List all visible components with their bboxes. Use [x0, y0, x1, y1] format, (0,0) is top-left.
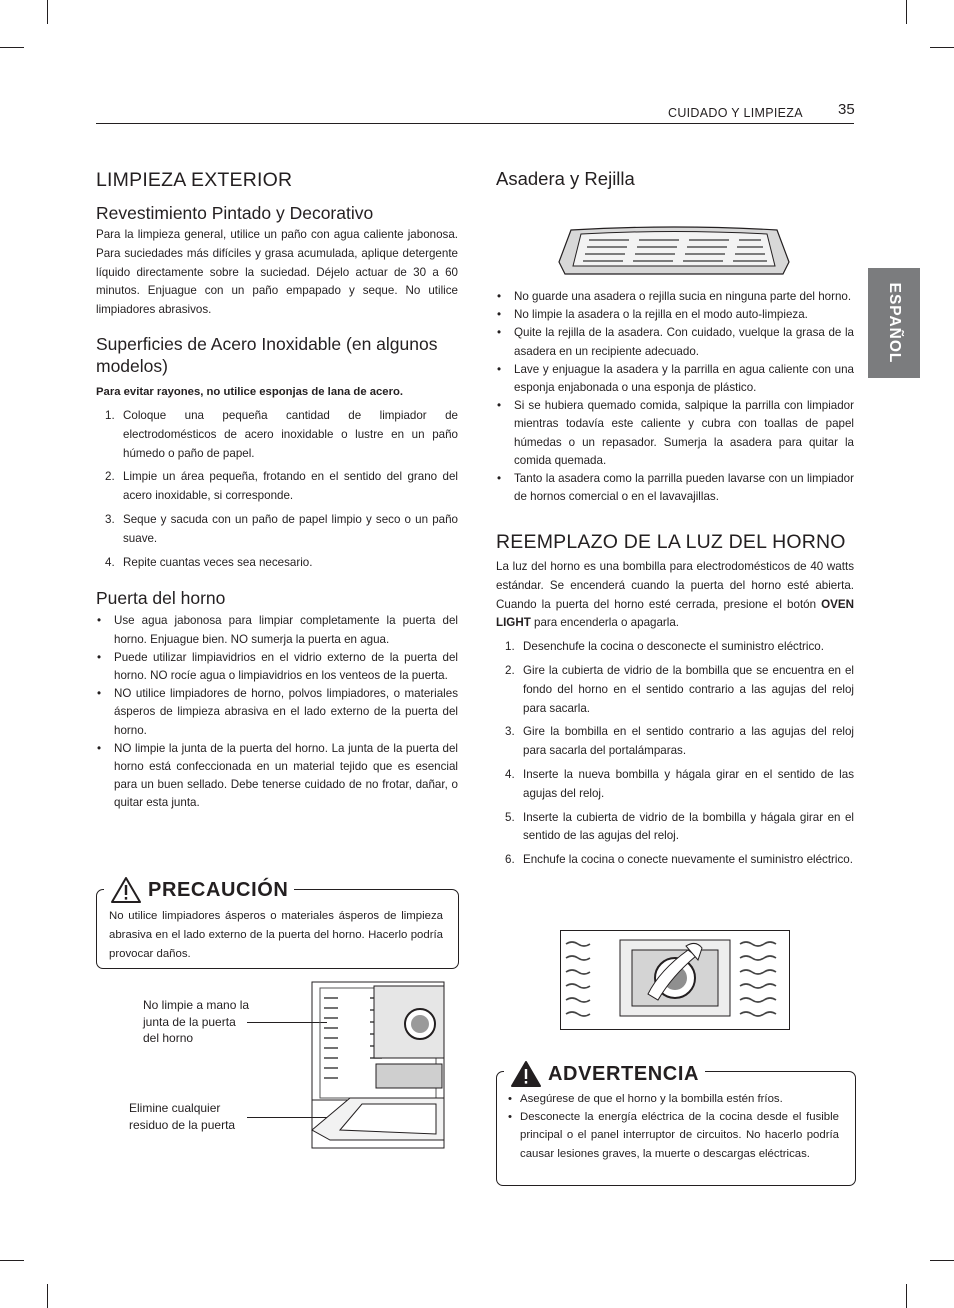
warning-bullets: [507, 1090, 839, 1163]
subsection-title-broiler: Asadera y Rejilla: [496, 168, 635, 189]
oven-light-illustration: [560, 930, 790, 1030]
list-item: 5. Inserte la cubierta de vidrio de la bombilla y hágala girar en el sentido de las agujas del reloj.: [505, 810, 854, 843]
list-item: 6. Enchufe la cocina o conecte nuevamente el suministro eléctrico.: [505, 853, 853, 867]
language-tab-label: ESPAÑOL: [886, 282, 903, 364]
page-number: 35: [838, 101, 855, 118]
caution-title: [104, 874, 294, 906]
oven-door-illustration: [310, 980, 446, 1152]
crop-mark: [0, 1260, 24, 1261]
list-item: 1. Coloque una pequeña cantidad de limpiador de electrodomésticos de acero inoxidable o lustre en un paño húmedo o paño de papel.: [105, 408, 458, 460]
broiler-bullets: [496, 288, 854, 506]
crop-mark: [47, 1284, 48, 1308]
list-item: 2. Limpie un área pequeña, frotando en el sentido del grano del acero inoxidable, si corresponde.: [105, 470, 458, 503]
running-header-section: CUIDADO Y LIMPIEZA: [668, 106, 803, 120]
crop-mark: [906, 0, 907, 24]
light-steps: [496, 638, 854, 870]
warning-title-label: ADVERTENCIA: [548, 1062, 700, 1085]
list-item: • Asegúrese de que el horno y la bombilla estén fríos.: [507, 1090, 839, 1108]
list-item: • Lave y enjuague la asadera y la parrilla en agua caliente con una esponja enjabonada o una esponja de plástico.: [496, 361, 854, 397]
light-intro: La luz del horno es una bombilla para electrodomésticos de 40 watts estándar. Se encenderá cuando la puerta del horno esté abierta. Cuando la puerta del horno esté cerrada, presione el botón OVEN LIGHT para encenderla o apagarla.: [496, 560, 854, 630]
list-item: 3. Seque y sacuda con un paño de papel limpio y seco o un paño suave.: [105, 512, 458, 545]
crop-mark: [930, 47, 954, 48]
list-item: • Desconecte la energía eléctrica de la cocina desde el fusible principal o el panel interruptor de circuitos. No hacerlo podría causar lesiones graves, la muerte o descargas eléctricas.: [507, 1108, 839, 1163]
list-item: • Puede utilizar limpiavidrios en el vidrio externo de la puerta del horno. NO rocíe agua o limpiavidrios en los venteos de la puerta.: [96, 649, 458, 685]
warning-triangle-icon: [510, 1060, 542, 1088]
crop-mark: [47, 0, 48, 24]
callout-door-residue: Elimine cualquier residuo de la puerta: [129, 1101, 236, 1132]
light-section: [496, 531, 854, 870]
list-item: 4. Inserte la nueva bombilla y hágala girar en el sentido de las agujas del reloj.: [505, 767, 854, 800]
door-bullets: [96, 612, 458, 812]
stainless-steps: [96, 407, 458, 572]
section-title-light: REEMPLAZO DE LA LUZ DEL HORNO: [496, 531, 846, 553]
list-item: • Quite la rejilla de la asadera. Con cuidado, vuelque la grasa de la asadera en un recipiente adecuado.: [496, 324, 854, 360]
list-item: 2. Gire la cubierta de vidrio de la bombilla que se encuentra en el fondo del horno en el sentido contrario a las agujas del reloj para sacarla.: [505, 663, 854, 715]
list-item: 4. Repite cuantas veces sea necesario.: [105, 555, 313, 569]
language-tab: [868, 268, 920, 378]
crop-mark: [0, 47, 24, 48]
subsection-title-painted: Revestimiento Pintado y Decorativo: [96, 203, 374, 223]
section-title-exterior: LIMPIEZA EXTERIOR: [96, 169, 293, 191]
subsection-title-stainless: Superficies de Acero Inoxidable (en algunos modelos): [96, 333, 438, 376]
painted-paragraph: Para la limpieza general, utilice un paño con agua caliente jabonosa. Para suciedades más difíciles y grasa acumulada, aplique detergente líquido directamente sobre la suciedad. Déjelo actuar de 30 a 60 minutos. Enjuague con un paño empapado y seque. No utilice limpiadores abrasivos.: [96, 228, 458, 317]
list-item: • NO limpie la junta de la puerta del horno. La junta de la puerta del horno está confeccionada en un material tejido que es esencial para un buen sellado. Debe tenerse cuidado de no frotar, dañar, o quitar esta junta.: [96, 740, 458, 813]
list-item: • No guarde una asadera o rejilla sucia en ninguna parte del horno.: [496, 288, 854, 306]
subsection-title-door: Puerta del horno: [96, 588, 226, 609]
warning-triangle-icon: [110, 876, 142, 904]
broiler-pan-illustration: [557, 222, 791, 278]
left-column: [96, 168, 458, 813]
list-item: 1. Desenchufe la cocina o desconecte el suministro eléctrico.: [505, 640, 824, 654]
warning-title: [504, 1059, 705, 1089]
list-item: • NO utilice limpiadores de horno, polvos limpiadores, o materiales ásperos de limpieza abrasiva en el lado externo de la puerta del horno.: [96, 685, 458, 740]
oven-light-button-label: OVEN LIGHT: [496, 597, 854, 630]
header-rule: [96, 123, 854, 124]
crop-mark: [906, 1284, 907, 1308]
caution-title-label: PRECAUCIÓN: [148, 878, 289, 901]
right-column: [496, 168, 854, 190]
list-item: • Tanto la asadera como la parrilla pueden lavarse con un limpiador de hornos comercial o en el lavavajillas.: [496, 470, 854, 506]
list-item: • Si se hubiera quemado comida, salpique la parrilla con limpiador mientras todavía este caliente y cubra con toallas de papel húmedas o un repasador. Sumerja la asadera para quitar la comida quemada.: [496, 397, 854, 470]
list-item: 3. Gire la bombilla en el sentido contrario a las agujas del reloj para sacarla del portalámparas.: [505, 725, 854, 758]
caution-text: No utilice limpiadores ásperos o materiales ásperos de limpieza abrasiva en el lado externo de la puerta del horno. Hacerlo podría provocar daños.: [109, 910, 443, 960]
crop-mark: [930, 1260, 954, 1261]
stainless-warning: Para evitar rayones, no utilice esponjas de lana de acero.: [96, 385, 404, 398]
callout-gasket: No limpie a mano la junta de la puerta del horno: [143, 998, 250, 1045]
list-item: • No limpie la asadera o la rejilla en el modo auto-limpieza.: [496, 306, 854, 324]
list-item: • Use agua jabonosa para limpiar completamente la puerta del horno. Enjuague bien. NO sumerja la puerta en agua.: [96, 612, 458, 648]
